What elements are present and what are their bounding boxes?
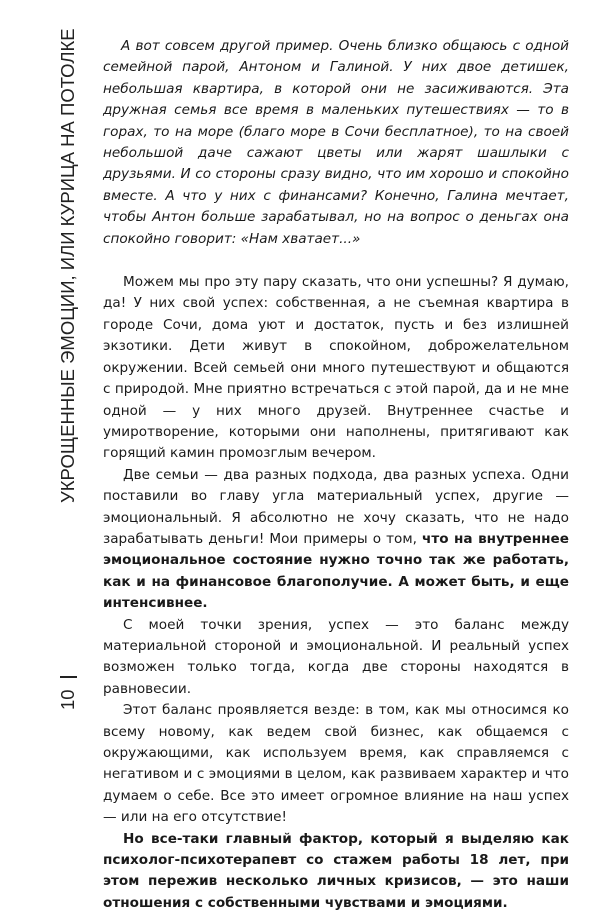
paragraph-2-emphasis: что на внутреннее эмоциональное состояние нужно точно так же работать, как и на финансовое благополучие. А может быть, и еще интенсивнее. [103,530,569,612]
page-number: 10 [57,689,78,711]
paragraph-4: Этот баланс проявляется везде: в том, как мы относимся ко всему новому, как ведем свой бизнес, как общаемся с окружающими, как используем время, как справляемся с негативом и с эмоциями в целом, как развиваем характер и что думаем о себе. Все это имеет огромное влияние на наш успех — или на его отсутствие! [103,702,569,826]
page-content [103,36,569,914]
intro-section [103,36,569,250]
paragraph-2 [103,465,569,615]
intro-paragraph: А вот совсем другой пример. Очень близко общаюсь с одной семейной парой, Антоном и Галиной. У них двое детишек, небольшая квартира, в которой они не засиживаются. Эта дружная семья все время в маленьких путешествиях — то в горах, то на море (благо море в Сочи бесплатное), то на своей небольшой даче сажают цветы или жарят шашлыки с друзьями. И со стороны сразу видно, что им хорошо и спокойно вместе. А что у них с финансами? Конечно, Галина мечтает, чтобы Антон больше зарабатывал, но на вопрос о деньгах она спокойно говорит: «Нам хватает...» [103,38,569,247]
paragraph-5: Но все-таки главный фактор, который я выделяю как психолог-психотерапевт со стажем работы 18 лет, при этом пережив несколько личных кризисов, — это наши отношения с собственными чувствами и эмоциями. [103,830,569,911]
paragraph-2-text: Две семьи — два разных подхода, два разных успеха. Одни поставили во главу угла материальный успех, другие — эмоциональный. Я абсолютно не хочу сказать, что не надо зарабатывать деньги! Мои примеры о том, [103,466,569,547]
page-number-rule [60,676,77,678]
paragraph-1: Можем мы про эту пару сказать, что они успешны? Я думаю, да! У них свой успех: собственная, а не съемная квартира в городе Сочи, дома уют и достаток, пусть и без излишней экзотики. Дети живут в спокойном, доброжелательном окружении. Всей семьей они много путешествуют и общаются с природой. Мне приятно встречаться с этой парой, да и не мне одной — у них много друзей. Внутреннее счастье и умиротворение, которыми они наполнены, притягивают как горящий камин промозглым вечером. [103,274,569,462]
body-section [103,272,569,914]
running-head: УКРОЩЕННЫЕ ЭМОЦИИ, ИЛИ КУРИЦА НА ПОТОЛКЕ [57,28,78,503]
paragraph-3: С моей точки зрения, успех — это баланс между материальной стороной и эмоциональной. И реальный успех возможен только тогда, когда две стороны находятся в равновесии. [103,616,569,697]
